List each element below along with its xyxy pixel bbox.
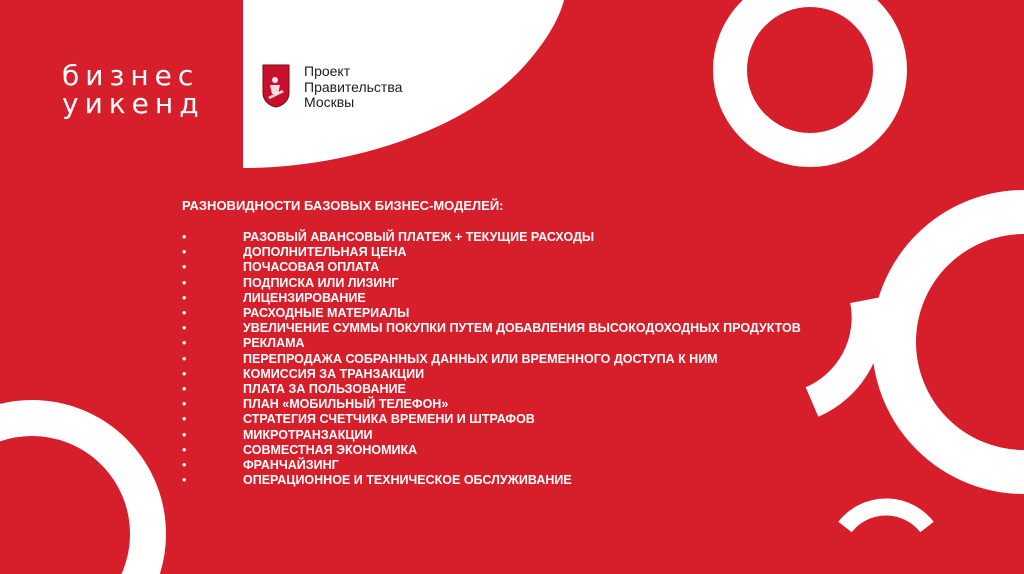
bullet: • (182, 427, 187, 442)
bullet: • (182, 275, 187, 290)
bizness-weekend-logo (62, 59, 205, 120)
partner-line-3: Москвы (304, 94, 355, 110)
logo-line-1: бизнес (62, 59, 200, 92)
list-item-text: ПОЧАСОВАЯ ОПЛАТА (243, 260, 380, 275)
list-item-text: СОВМЕСТНАЯ ЭКОНОМИКА (243, 442, 418, 457)
list-item-text: СТРАТЕГИЯ СЧЕТЧИКА ВРЕМЕНИ И ШТРАФОВ (243, 412, 535, 427)
bullet: • (182, 290, 187, 305)
bullet: • (182, 351, 187, 366)
bottom-right-arc (845, 507, 927, 527)
bottom-left-ring (0, 418, 148, 574)
business-models-list (182, 230, 801, 488)
content-block (182, 198, 801, 488)
list-item (182, 367, 801, 382)
list-item (182, 397, 801, 412)
list-item (182, 260, 801, 275)
bullet: • (182, 245, 187, 260)
list-item-text: РЕКЛАМА (243, 336, 305, 351)
top-right-ring (730, 0, 890, 150)
list-item (182, 473, 801, 488)
list-item (182, 306, 801, 321)
bullet: • (182, 260, 187, 275)
partner-line-2: Правительства (304, 78, 403, 95)
list-item (182, 321, 801, 336)
bullet: • (182, 306, 187, 321)
list-item-text: ФРАНЧАЙЗИНГ (243, 458, 339, 473)
list-item (182, 352, 801, 367)
bullet: • (182, 366, 187, 381)
list-item (182, 230, 801, 245)
list-item-text: РАСХОДНЫЕ МАТЕРИАЛЫ (243, 306, 410, 321)
list-item (182, 412, 801, 427)
right-small-arc (812, 300, 868, 402)
bullet: • (182, 397, 187, 412)
bullet: • (182, 321, 187, 336)
bullet: • (182, 230, 187, 244)
content-title: РАЗНОВИДНОСТИ БАЗОВЫХ БИЗНЕС-МОДЕЛЕЙ: (182, 198, 504, 213)
partner-line-1: Проект (304, 63, 351, 79)
moscow-government-badge (262, 64, 402, 112)
list-item-text: ДОПОЛНИТЕЛЬНАЯ ЦЕНА (243, 245, 407, 260)
right-edge-ring (894, 212, 1024, 472)
list-item-text: ПЕРЕПРОДАЖА СОБРАННЫХ ДАННЫХ ИЛИ ВРЕМЕННОГО ДОСТУПА К НИМ (243, 351, 718, 366)
list-item (182, 291, 801, 306)
list-item-text: ОПЕРАЦИОННОЕ И ТЕХНИЧЕСКОЕ ОБСЛУЖИВАНИЕ (243, 473, 572, 488)
bullet: • (182, 473, 187, 488)
bullet: • (182, 412, 187, 427)
logo-line-2: уикенд (62, 87, 205, 120)
list-item (182, 245, 801, 260)
list-item (182, 336, 801, 351)
bullet: • (182, 382, 187, 397)
list-item-text: РАЗОВЫЙ АВАНСОВЫЙ ПЛАТЕЖ + ТЕКУЩИЕ РАСХОДЫ (243, 230, 595, 244)
list-item-text: УВЕЛИЧЕНИЕ СУММЫ ПОКУПКИ ПУТЕМ ДОБАВЛЕНИЯ ВЫСОКОДОХОДНЫХ ПРОДУКТОВ (243, 321, 801, 336)
bullet: • (182, 336, 187, 351)
bullet: • (182, 442, 187, 457)
partner-caption (304, 64, 402, 111)
list-item-text: КОМИССИЯ ЗА ТРАНЗАКЦИИ (243, 366, 425, 381)
moscow-coat-of-arms-icon (262, 64, 290, 112)
list-item-text: ПЛАТА ЗА ПОЛЬЗОВАНИЕ (243, 382, 406, 397)
list-item (182, 443, 801, 458)
list-item-text: ПЛАН «МОБИЛЬНЫЙ ТЕЛЕФОН» (243, 397, 449, 412)
list-item (182, 458, 801, 473)
list-item-text: МИКРОТРАНЗАКЦИИ (243, 427, 373, 442)
list-item (182, 428, 801, 443)
bullet: • (182, 458, 187, 473)
list-item (182, 276, 801, 291)
list-item (182, 382, 801, 397)
list-item-text: ПОДПИСКА ИЛИ ЛИЗИНГ (243, 275, 399, 290)
list-item-text: ЛИЦЕНЗИРОВАНИЕ (243, 290, 366, 305)
